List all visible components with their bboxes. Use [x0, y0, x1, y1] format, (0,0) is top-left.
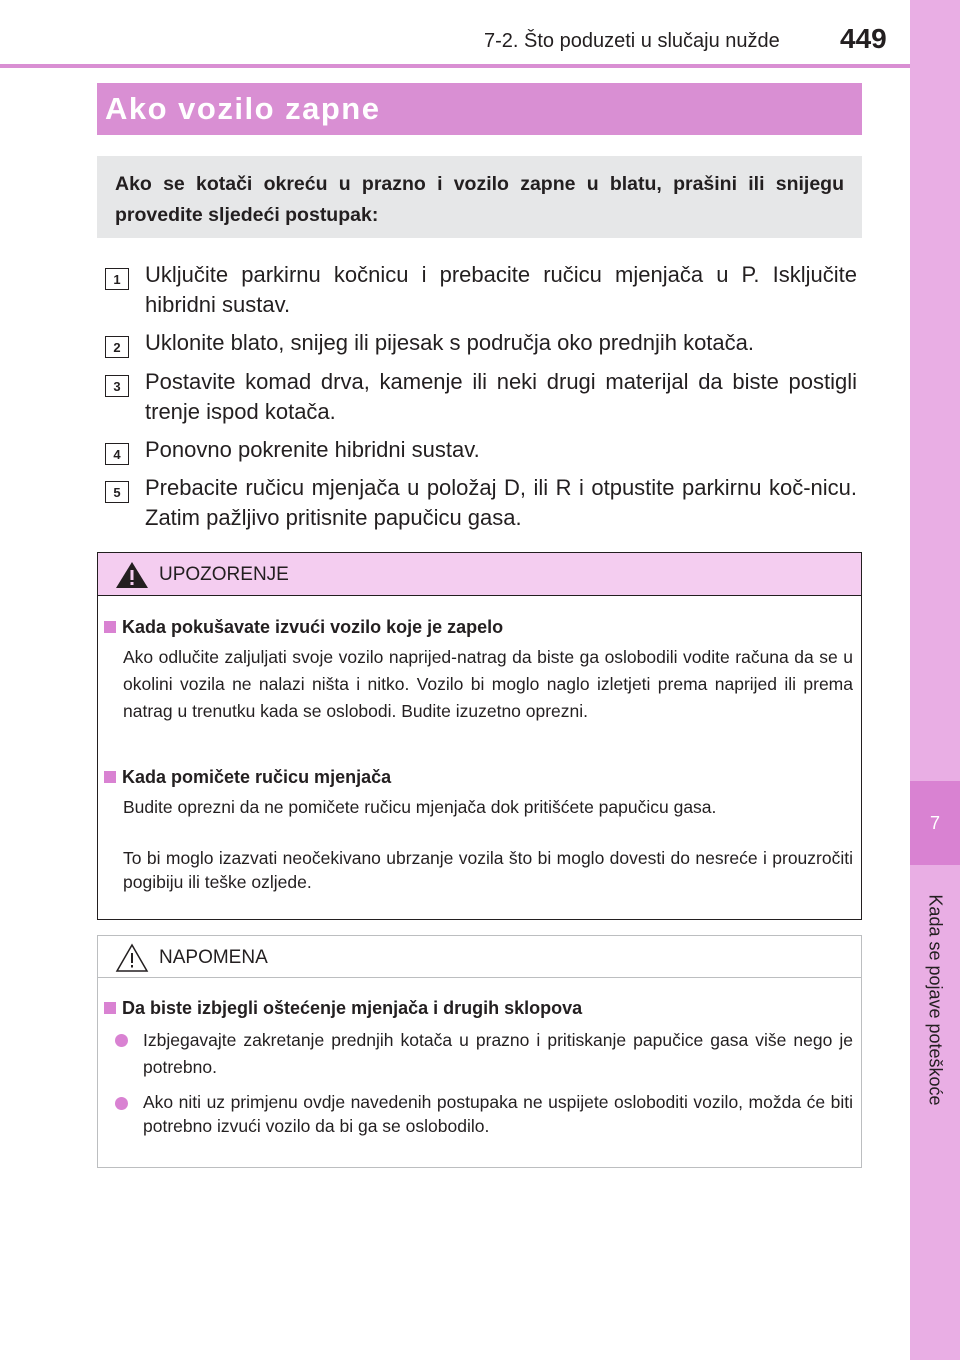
warning-header [98, 553, 861, 596]
warning-section-title: Kada pokušavate izvući vozilo koje je zapelo [104, 617, 503, 638]
note-box [97, 935, 862, 1168]
circle-bullet-icon [115, 1097, 128, 1110]
page-title: Ako vozilo zapne [105, 91, 381, 126]
note-section-title: Da biste izbjegli oštećenje mjenjača i drugih sklopova [104, 998, 582, 1019]
warning-box [97, 552, 862, 920]
step-text: Postavite komad drva, kamenje ili neki drugi materijal da biste postigli trenje ispod kotača. [145, 369, 857, 424]
note-label: NAPOMENA [159, 947, 268, 968]
note-header [98, 936, 861, 978]
page-number: 449 [840, 23, 887, 54]
warning-section-title: Kada pomičete ručicu mjenjača [104, 767, 391, 788]
note-bullet-item [115, 1027, 853, 1081]
title-bar [97, 83, 862, 135]
chapter-label: Kada se pojave poteškoće [925, 894, 946, 1106]
square-bullet-icon [104, 771, 116, 783]
section-header: 7-2. Što poduzeti u slučaju nužde [484, 30, 780, 52]
circle-bullet-icon [115, 1034, 128, 1047]
caution-triangle-icon [115, 943, 149, 973]
step-text: Ponovno pokrenite hibridni sustav. [145, 437, 480, 462]
intro-box [97, 156, 862, 238]
warning-section-text: Budite oprezni da ne pomičete ručicu mjenjača dok pritišćete papučicu gasa. [123, 797, 717, 817]
step-text: Uklonite blato, snijeg ili pijesak s područja oko prednjih kotača. [145, 330, 755, 355]
note-bullet-text: Ako niti uz primjenu ovdje navedenih postupaka ne uspijete osloboditi vozilo, možda će biti potrebno izvući vozilo da bi ga se oslobodilo. [143, 1092, 853, 1136]
warning-triangle-icon [115, 561, 149, 589]
step-text: Prebacite ručicu mjenjača u položaj D, ili R i otpustite parkirnu koč-nicu. Zatim pažljivo pritisnite papučicu gasa. [145, 475, 857, 530]
chapter-number-tab: 7 [910, 781, 960, 865]
note-bullet-item [115, 1090, 853, 1138]
header-divider [0, 64, 910, 68]
warning-section-text: Ako odlučite zaljuljati svoje vozilo naprijed-natrag da biste ga oslobodili vodite računa da se u okolini vozila ne nalazi ništa i nitko. Vozilo bi moglo naglo izletjeti prema naprijed ili prema natrag u trenutku kada se oslobodi. Budite izuzetno oprezni. [123, 647, 853, 721]
side-tab-bar [910, 0, 960, 1360]
square-bullet-icon [104, 1002, 116, 1014]
square-bullet-icon [104, 621, 116, 633]
intro-text: Ako se kotači okreću u prazno i vozilo zapne u blatu, prašini ili snijegu provedite sljedeći postupak: [115, 173, 844, 226]
step-number: 1 [105, 268, 129, 290]
step-number: 3 [105, 375, 129, 397]
step-number: 4 [105, 443, 129, 465]
warning-section-text: To bi moglo izazvati neočekivano ubrzanje vozila što bi moglo dovesti do nesreće i prouzročiti pogibiju ili teške ozljede. [123, 848, 853, 892]
warning-label: UPOZORENJE [159, 564, 289, 585]
step-number: 2 [105, 336, 129, 358]
note-bullet-text: Izbjegavajte zakretanje prednjih kotača u prazno i pritiskanje papučice gasa više nego je potrebno. [143, 1030, 853, 1077]
step-text: Uključite parkirnu kočnicu i prebacite ručicu mjenjača u P. Isključite hibridni sustav. [145, 262, 857, 317]
step-number: 5 [105, 481, 129, 503]
